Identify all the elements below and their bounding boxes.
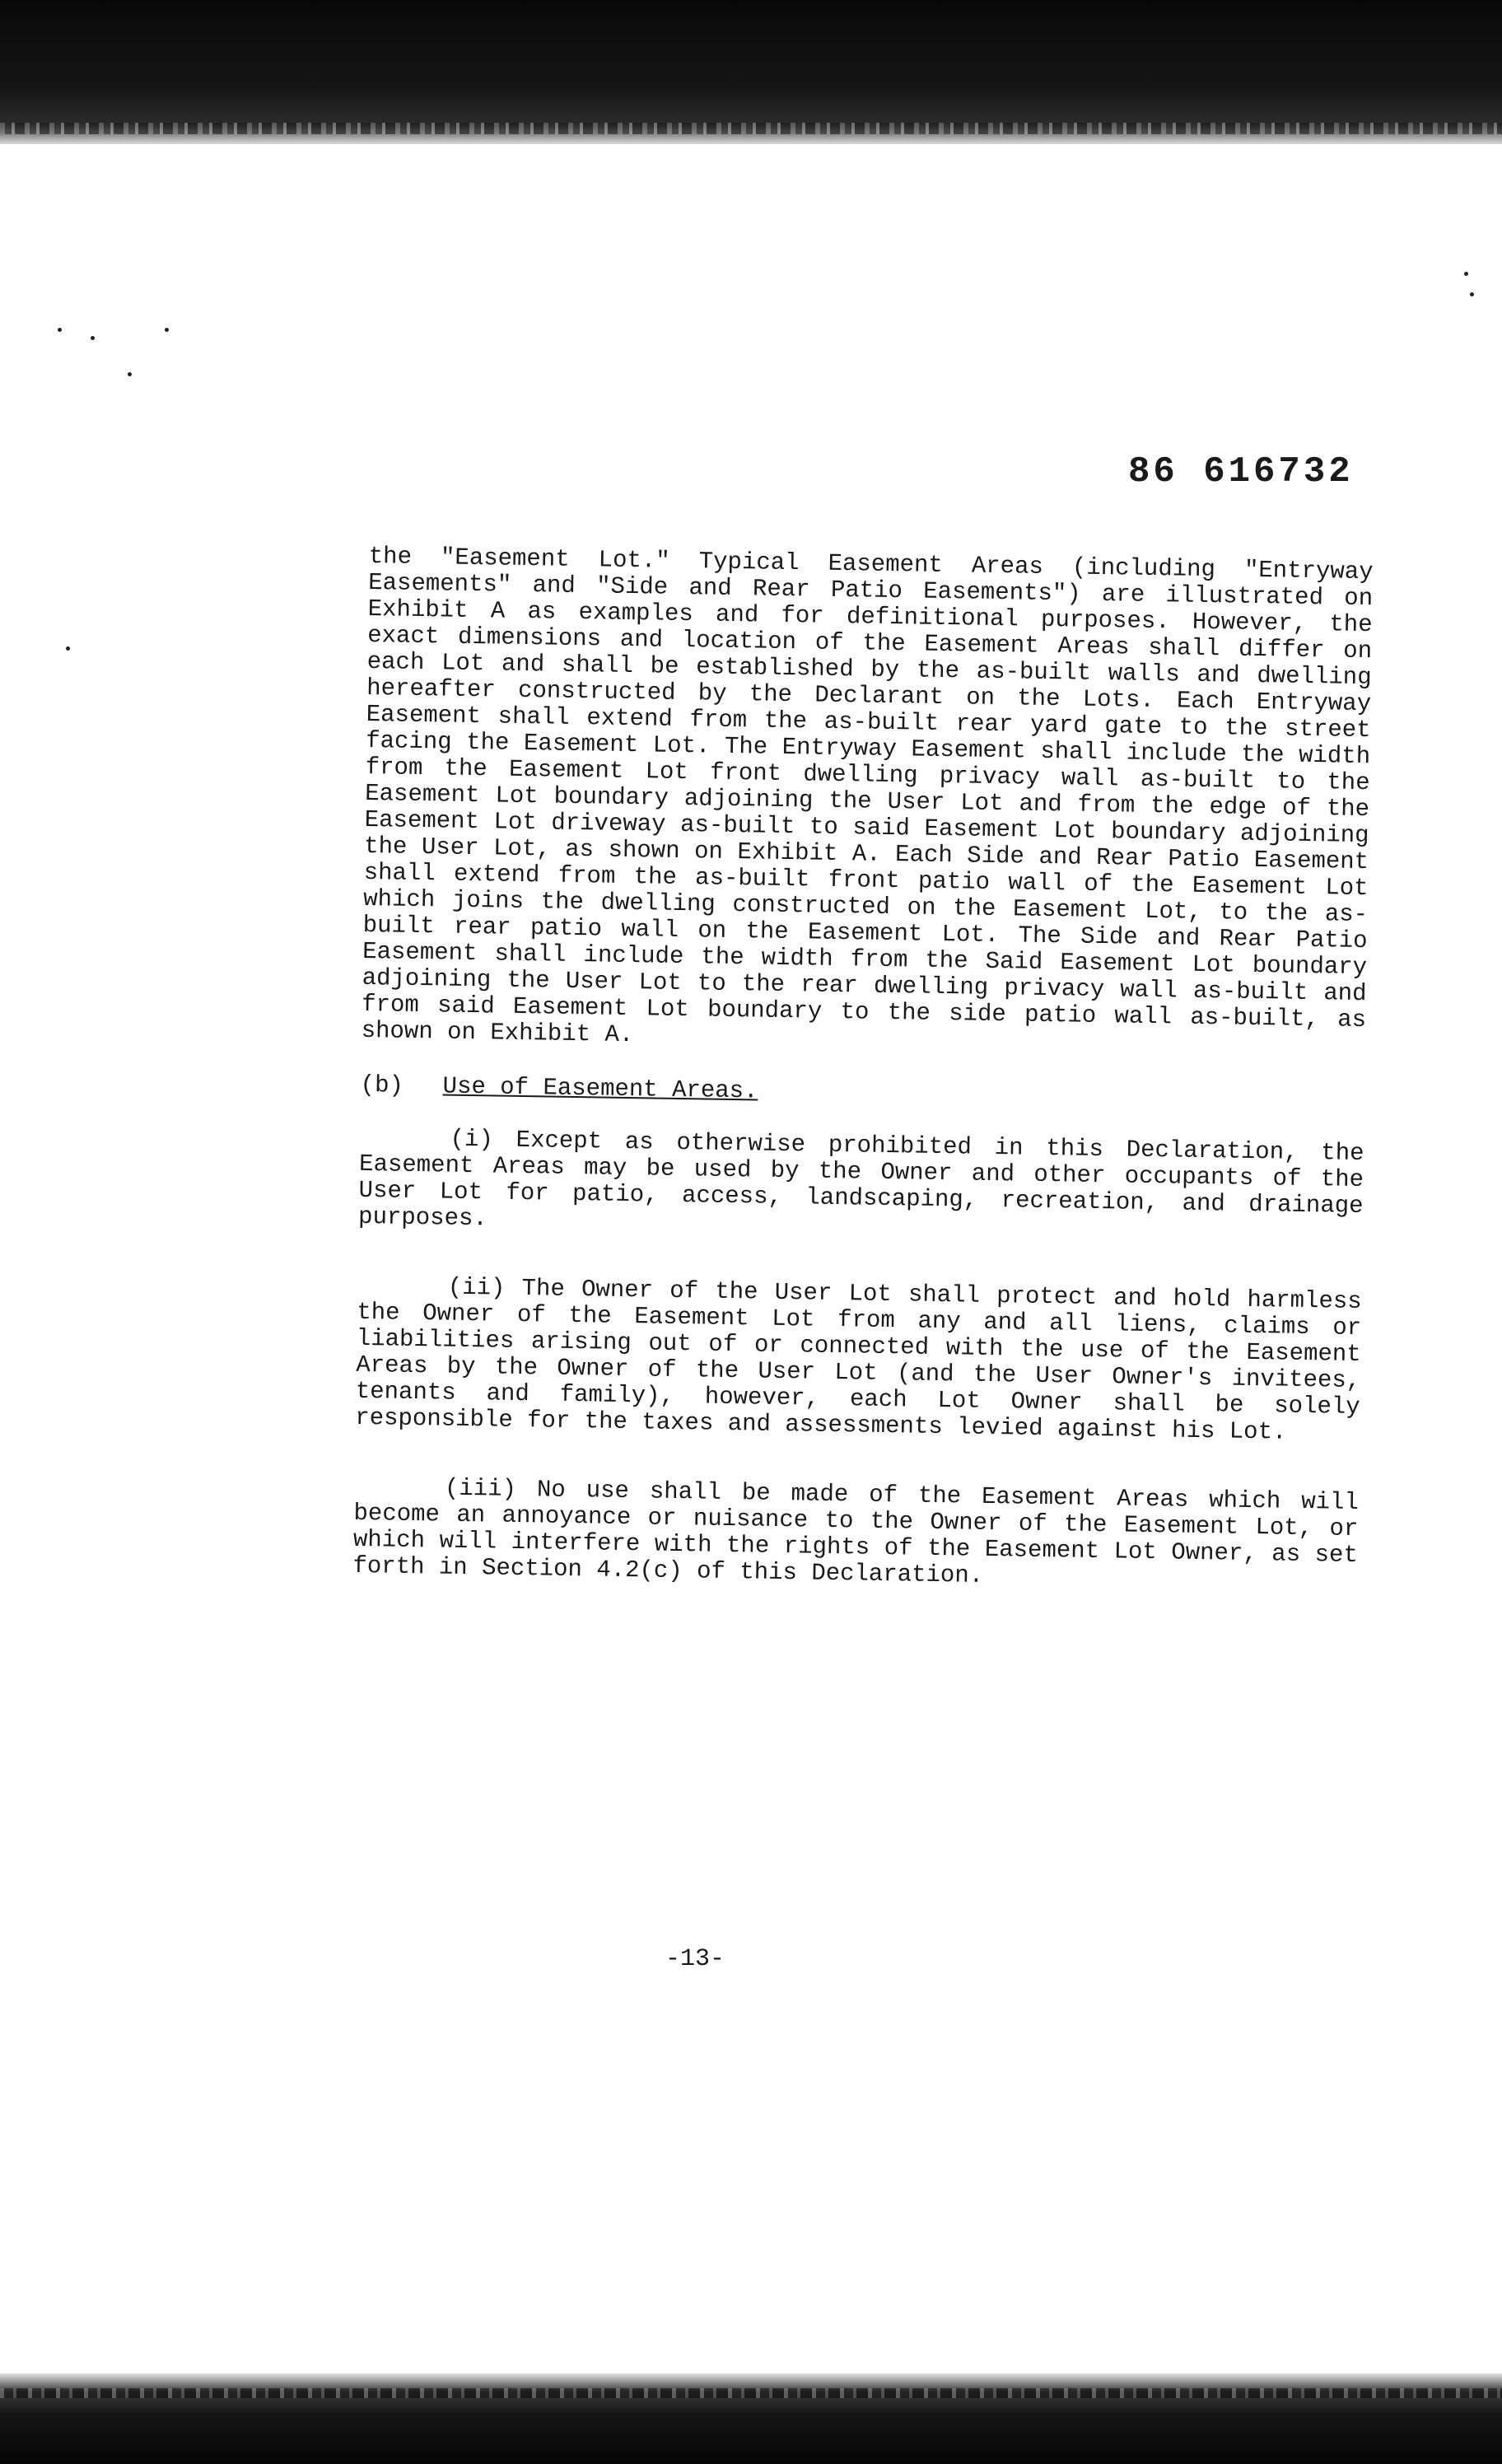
document-number: 86 616732: [1128, 451, 1354, 492]
scan-speck: [66, 646, 70, 651]
section-heading: [360, 1072, 1364, 1114]
document-body: [352, 543, 1388, 1638]
scan-speck: [165, 328, 169, 332]
subsection-ii: (ii) The Owner of the User Lot shall protect and hold harmless the Owner of the Easement Lot from any and all liens, claims or liabilities arising out of or connected with the use of the Easement Areas by the Owner of the User Lot (and the User Owner's invitees, tenants and family), however, each Lot Owner shall be solely responsible for the taxes and assessments levied against his Lot.: [355, 1273, 1362, 1446]
scan-speck: [128, 372, 132, 376]
scan-speck: [58, 328, 62, 332]
section-label: (b): [360, 1071, 404, 1099]
subsection-iii: (iii) No use shall be made of the Easement Areas which will become an annoyance or nuisance to the Owner of the Easement Lot, or which will interfere with the rights of the Easement Lot Owner, as set forth in Section 4.2(c) of this Declaration.: [352, 1474, 1360, 1589]
scan-top-border: [0, 0, 1502, 144]
intro-paragraph: the "Easement Lot." Typical Easement Areas (including "Entryway Easements" and "Side and Rear Patio Easements") are illustrated on Exhibit A as examples and for definitional purposes. However, the exact dimensions and location of the Easement Areas shall differ on each Lot and shall be established by the as-built walls and dwelling hereafter constructed by the Declarant on the Lots. Each Entryway Easement shall extend from the as-built rear yard gate to the street facing the Easement Lot. The Entryway Easement shall include the width from the Easement Lot front dwelling privacy wall as-built to the Easement Lot boundary adjoining the User Lot and from the edge of the Easement Lot driveway as-built to said Easement Lot boundary adjoining the User Lot, as shown on Exhibit A. Each Side and Rear Patio Easement shall extend from the as-built front patio wall of the Easement Lot which joins the dwelling constructed on the Easement Lot, to the as-built rear patio wall on the Easement Lot. The Side and Rear Patio Easement shall include the width from the Said Easement Lot boundary adjoining the User Lot to the rear dwelling privacy wall as-built and from said Easement Lot boundary to the side patio wall as-built, as shown on Exhibit A.: [361, 543, 1388, 1049]
scan-speck: [1470, 292, 1474, 296]
page-number: -13-: [665, 1945, 725, 1973]
scan-bottom-border: [0, 2373, 1502, 2464]
scan-speck: [91, 336, 95, 340]
section-title: Use of Easement Areas.: [442, 1072, 758, 1105]
subsection-i: (i) Except as otherwise prohibited in this Declaration, the Easement Areas may be used by the Owner and other occupants of the User Lot for patio, access, landscaping, recreation, and drainage purposes.: [357, 1125, 1364, 1233]
scan-speck: [1464, 272, 1468, 276]
